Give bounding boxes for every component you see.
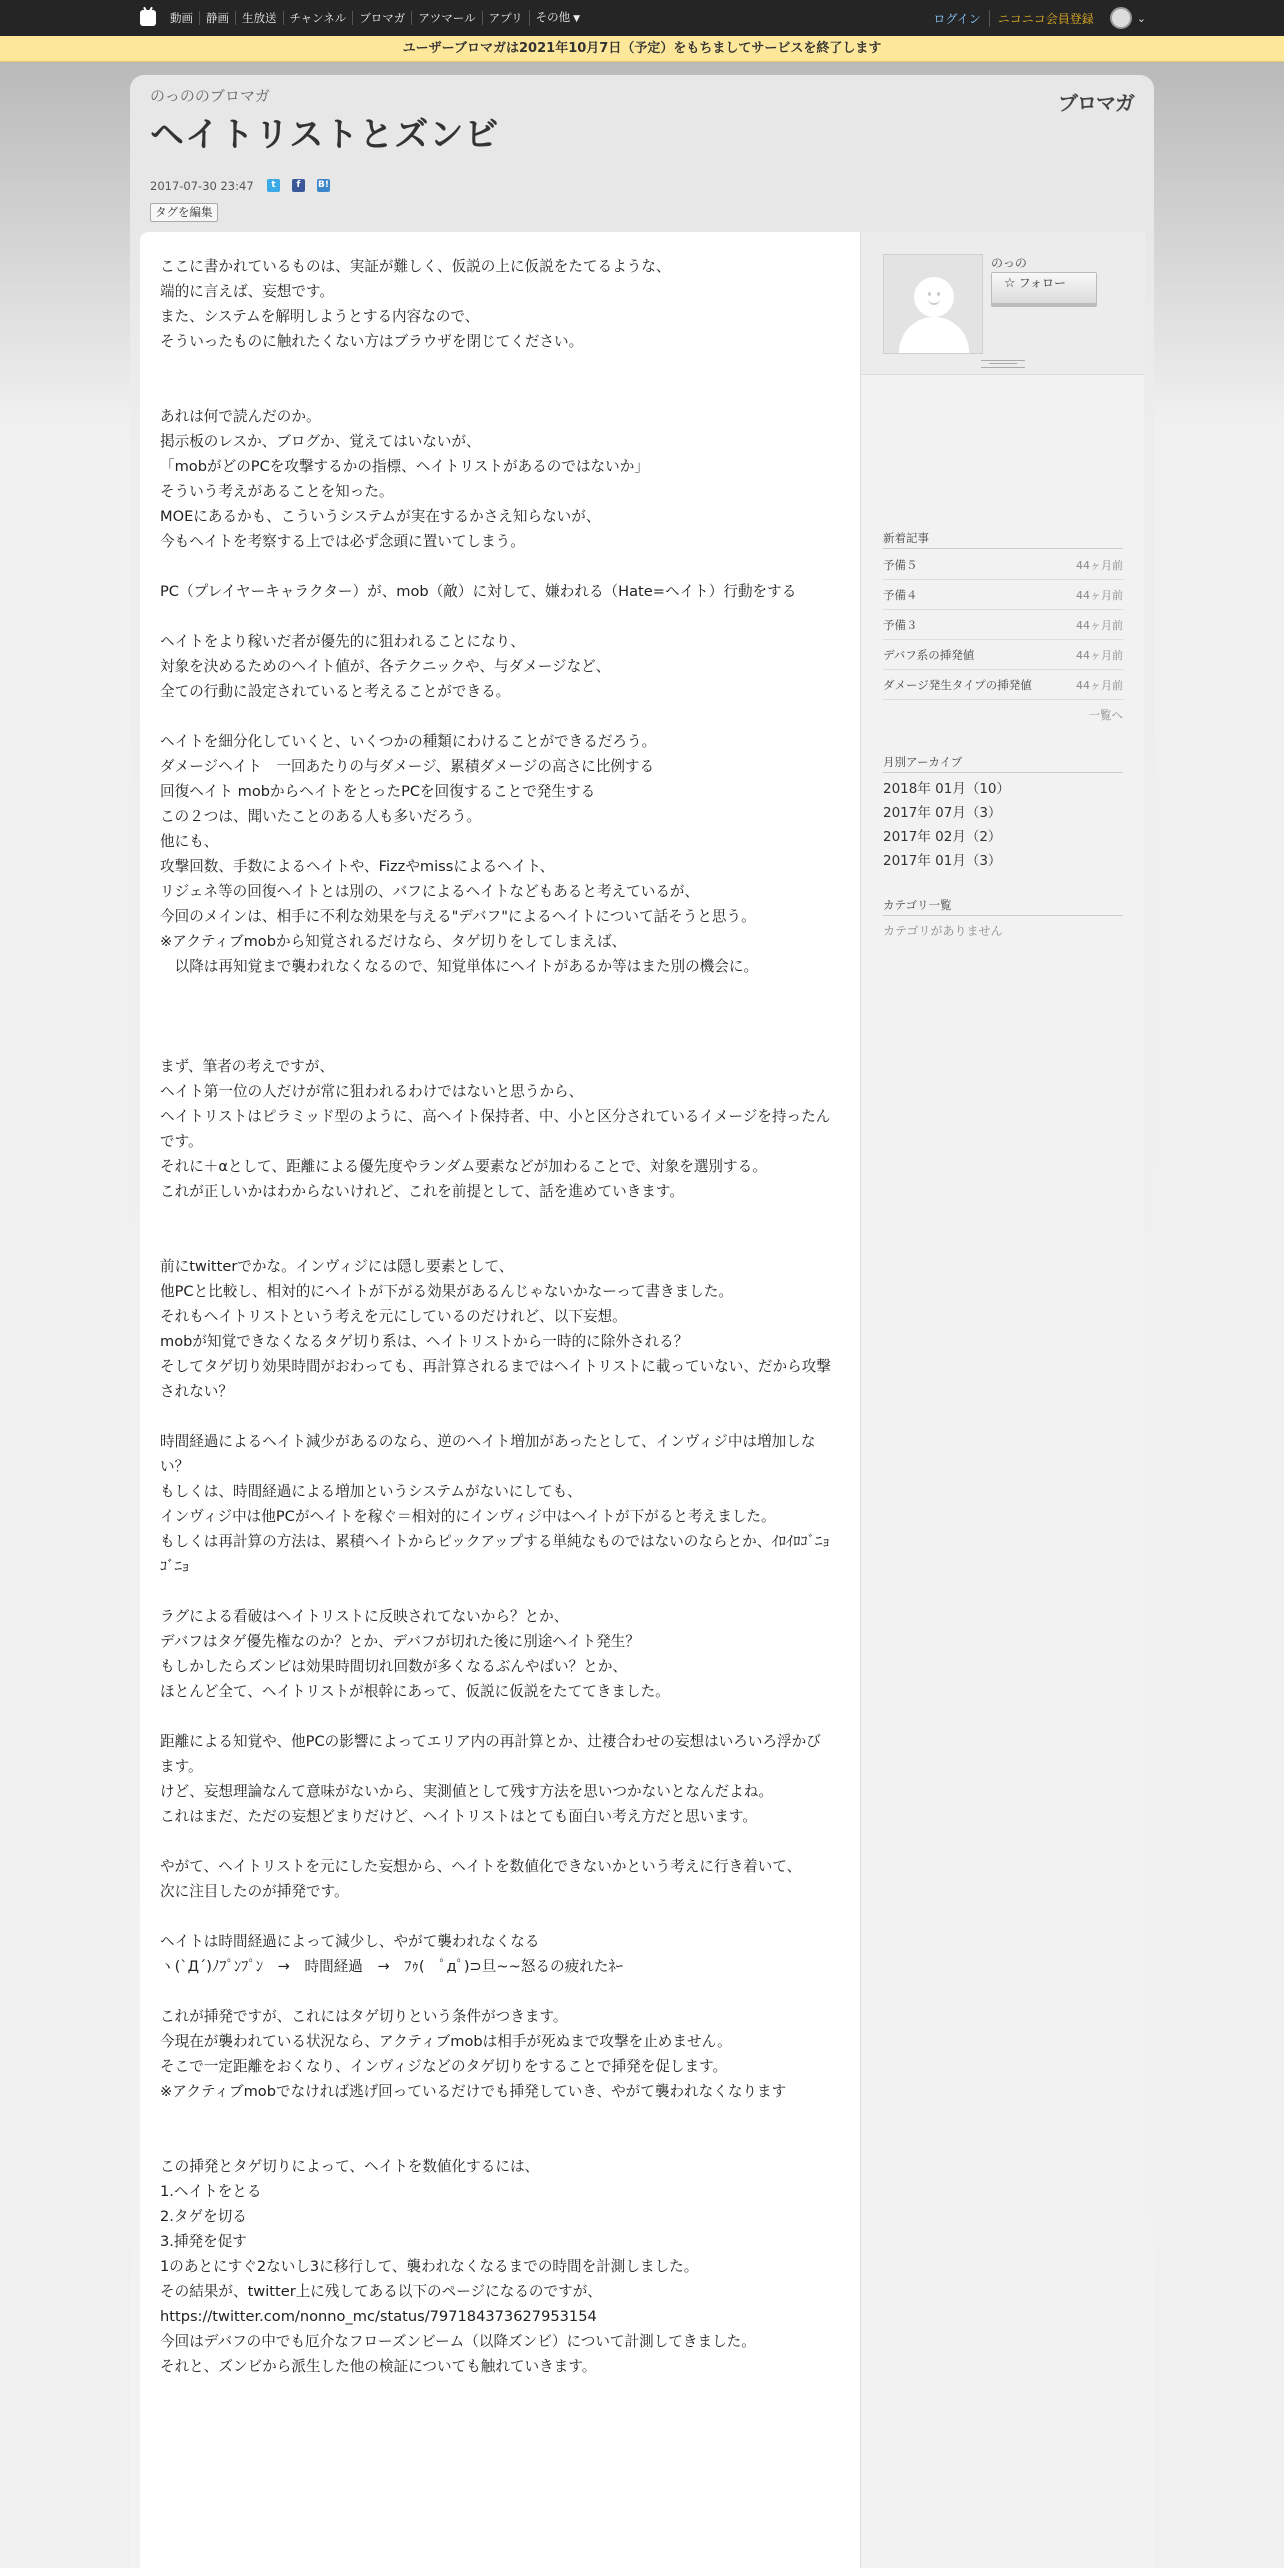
- article-paragraph: まず、筆者の考えですが、 ヘイト第一位の人だけが常に狙われるわけではないと思うから、 ヘイトリストはピラミッド型のように、高ヘイト保持者、中、小と区分されているイメージを持ったんです。 それに＋αとして、距離による優先度やランダム要素などが加わることで、対象を選別する。 これが正しいかはわからないけれど、これを前提として、話を進めていきます。: [160, 1058, 831, 1200]
- archive-item[interactable]: 2017年 01月（3）: [883, 853, 1002, 869]
- bromaga-logo[interactable]: ブロマガ: [1058, 91, 1134, 115]
- recent-article-age: 44ヶ月前: [1076, 648, 1123, 662]
- article-paragraph: 距離による知覚や、他PCの影響によってエリア内の再計算とか、辻褄合わせの妄想はいろいろ浮かびます。 けど、妄想理論なんて意味がないから、実測値として残す方法を思いつかないとなんだよね。 これはまだ、ただの妄想どまりだけど、ヘイトリストはとても面白い考え方だと思います。: [160, 1733, 821, 1825]
- article-paragraph: ヘイトをより稼いだ者が優先的に狙われることになり、 対象を決めるためのヘイト値が、各テクニックや、与ダメージなど、 全ての行動に設定されていると考えることができる。: [160, 633, 611, 700]
- archive-item[interactable]: 2017年 07月（3）: [883, 805, 1002, 821]
- post-date: 2017-07-30 23:47: [150, 179, 254, 193]
- follow-label: フォロー: [1018, 276, 1067, 290]
- archive-heading: 月別アーカイブ: [883, 754, 1123, 773]
- article-paragraph: PC（プレイヤーキャラクター）が、mob（敵）に対して、嫌われる（Hate=ヘイト）行動をする: [160, 583, 797, 600]
- recent-article-age: 44ヶ月前: [1076, 558, 1123, 572]
- list-item[interactable]: [883, 670, 1123, 700]
- archive-list: [883, 777, 1123, 873]
- niconico-logo-icon[interactable]: [140, 10, 156, 26]
- service-end-notice[interactable]: ユーザーブロマガは2021年10月7日（予定）をもちましてサービスを終了します: [0, 36, 1284, 62]
- login-link[interactable]: ログイン: [933, 11, 981, 26]
- user-avatar-icon[interactable]: [1110, 7, 1132, 29]
- archive-item[interactable]: 2018年 01月（10）: [883, 781, 1011, 797]
- see-all-link[interactable]: 一覧へ: [1088, 708, 1123, 722]
- chevron-down-icon[interactable]: ⌄: [1136, 11, 1146, 25]
- article-body: [140, 232, 860, 2568]
- recent-article-title[interactable]: 予備３: [883, 617, 918, 632]
- nav-item-video[interactable]: 動画: [170, 11, 193, 25]
- nav-item-channel[interactable]: チャンネル: [283, 11, 353, 25]
- twitter-share-icon[interactable]: t: [267, 179, 280, 192]
- blog-container: [130, 75, 1154, 2568]
- follow-button[interactable]: [991, 272, 1097, 304]
- hatena-bookmark-icon[interactable]: B!: [318, 180, 329, 190]
- share-buttons: [267, 179, 342, 192]
- top-navigation-bar: [0, 0, 1284, 36]
- list-item[interactable]: [883, 640, 1123, 670]
- sidebar: [860, 232, 1144, 2568]
- archive-item[interactable]: 2017年 02月（2）: [883, 829, 1002, 845]
- list-item[interactable]: [883, 580, 1123, 610]
- recent-article-age: 44ヶ月前: [1076, 678, 1123, 692]
- author-name[interactable]: のっの: [991, 256, 1027, 270]
- nav-item-blomaga[interactable]: ブロマガ: [352, 11, 411, 25]
- collapse-handle-icon[interactable]: [981, 360, 1025, 368]
- recent-article-title[interactable]: 予備４: [883, 587, 918, 602]
- article-title: ヘイトリストとズンビ: [150, 115, 500, 155]
- star-icon: ☆: [1004, 276, 1016, 291]
- recent-articles-heading: 新着記事: [883, 530, 1123, 549]
- article-paragraph: これが挿発ですが、これにはタゲ切りという条件がつきます。 今現在が襲われている状況なら、アクティブmobは相手が死ぬまで攻撃を止めません。 そこで一定距離をおくなり、インヴィジなどのタゲ切りをすることで挿発を促します。 ※アクティブmobでなければ逃げ回っているだけでも挿発していき、やがて襲われなくなります: [160, 2008, 787, 2100]
- nav-item-other[interactable]: [529, 10, 586, 26]
- nav-item-app[interactable]: アプリ: [482, 11, 529, 25]
- article-paragraph: ヘイトは時間経過によって減少し、やがて襲われなくなる ヽ(`Д´)ﾉﾌﾟﾝﾌﾟﾝ → 時間経過 → ﾌｩ( ﾟдﾟ)⊃旦~~怒るの疲れたﾈｰ: [160, 1933, 623, 1975]
- article-paragraph: あれは何で読んだのか。 掲示板のレスか、ブログか、覚えてはいないが、 「mobがどのPCを攻撃するかの指標、ヘイトリストがあるのではないか」 そういう考えがあることを知った。 MOEにあるかも、こういうシステムが実在するかさえ知らないが、 今もヘイトを考察する上では必ず念頭に置いてしまう。: [160, 408, 649, 550]
- facebook-share-icon[interactable]: f: [292, 179, 305, 192]
- nav-item-live[interactable]: 生放送: [235, 11, 283, 25]
- article-paragraph: 前にtwitterでかな。インヴィジには隠し要素として、 他PCと比較し、相対的にヘイトが下がる効果があるんじゃないかなーって書きました。 それもヘイトリストという考えを元にしているのだけれど、以下妄想。 mobが知覚できなくなるタゲ切り系は、ヘイトリストから一時的に除外される？ そしてタゲ切り効果時間がおわっても、再計算されるまではヘイトリストに載っていない、だから攻撃されない？: [160, 1258, 831, 1400]
- list-item[interactable]: [883, 610, 1123, 640]
- nav-item-seiga[interactable]: 静画: [199, 11, 235, 25]
- edit-tags-button[interactable]: タグを編集: [150, 203, 218, 222]
- article-paragraph: この挿発とタゲ切りによって、ヘイトを数値化するには、 1.ヘイトをとる 2.タゲを切る 3.挿発を促す 1のあとにすぐ2ないし3に移行して、襲われなくなるまでの時間を計測しました。 その結果が、twitter上に残してある以下のページになるのですが、 https://twitter.com/nonno_mc/status/797184373627953154 今回はデバフの中でも厄介なフローズンビーム（以降ズンビ）について計測してきました。 それと、ズンビから派生した他の検証についても触れていきます。: [160, 2158, 756, 2375]
- article-paragraph: 時間経過によるヘイト減少があるのなら、逆のヘイト増加があったとして、インヴィジ中は増加しない？ もしくは、時間経過による増加というシステムがないにしても、 インヴィジ中は他PCがヘイトを稼ぐ＝相対的にインヴィジ中はヘイトが下がると考えました。 もしくは再計算の方法は、累積ヘイトからピックアップする単純なものではないのならとか、ｲﾛｲﾛｺﾞﾆｮｺﾞﾆｮ: [160, 1433, 830, 1575]
- nav-item-atsumaru[interactable]: アツマール: [411, 11, 481, 25]
- recent-article-title[interactable]: ダメージ発生タイプの挿発値: [883, 677, 1032, 692]
- author-profile: [861, 232, 1145, 375]
- author-avatar-icon[interactable]: [883, 254, 983, 354]
- article-paragraph: ここに書かれているものは、実証が難しく、仮説の上に仮説をたてるような、 端的に言えば、妄想です。 また、システムを解明しようとする内容なので、 そういったものに触れたくない方はブラウザを閉じてください。: [160, 258, 671, 350]
- article-paragraph: ラグによる看破はヘイトリストに反映されてないから？とか、 デバフはタゲ優先権なのか？とか、デバフが切れた後に別途ヘイト発生？ もしかしたらズンビは効果時間切れ回数が多くなるぶんやばい？とか、 ほとんど全て、ヘイトリストが根幹にあって、仮説に仮説をたててきました。: [160, 1608, 670, 1700]
- recent-article-title[interactable]: 予備５: [883, 557, 918, 572]
- blog-name[interactable]: のっののブロマガ: [150, 87, 270, 105]
- article-paragraph: ヘイトを細分化していくと、いくつかの種類にわけることができるだろう。 ダメージヘイト 一回あたりの与ダメージ、累積ダメージの高さに比例する 回復ヘイト mobからヘイトをとったPCを回復することで発生する この２つは、聞いたことのある人も多いだろう。 他にも、 攻撃回数、手数によるヘイトや、Fizzやmissによるヘイト、 リジェネ等の回復ヘイトとは別の、バフによるヘイトなどもあると考えているが、 今回のメインは、相手に不利な効果を与える"デバフ"によるヘイトについて話そうと思う。 ※アクティブmobから知覚されるだけなら、タゲ切りをしてしまえば、 以降は再知覚まで襲われなくなるので、知覚単体にヘイトがあるか等はまた別の機会に。: [160, 733, 759, 975]
- article-paragraph: やがて、ヘイトリストを元にした妄想から、ヘイトを数値化できないかという考えに行き着いて、 次に注目したのが挿発です。: [160, 1858, 802, 1900]
- list-item[interactable]: [883, 550, 1123, 580]
- no-category-text: カテゴリがありません: [883, 924, 1003, 938]
- recent-article-age: 44ヶ月前: [1076, 588, 1123, 602]
- category-heading: カテゴリ一覧: [883, 897, 1123, 916]
- chevron-down-icon: ▼: [573, 14, 581, 24]
- recent-articles-list: [883, 550, 1123, 700]
- recent-article-age: 44ヶ月前: [1076, 618, 1123, 632]
- nav-other-label: その他: [535, 10, 571, 24]
- recent-article-title[interactable]: デバフ系の挿発値: [883, 647, 975, 662]
- register-link[interactable]: ニコニコ会員登録: [989, 10, 1102, 27]
